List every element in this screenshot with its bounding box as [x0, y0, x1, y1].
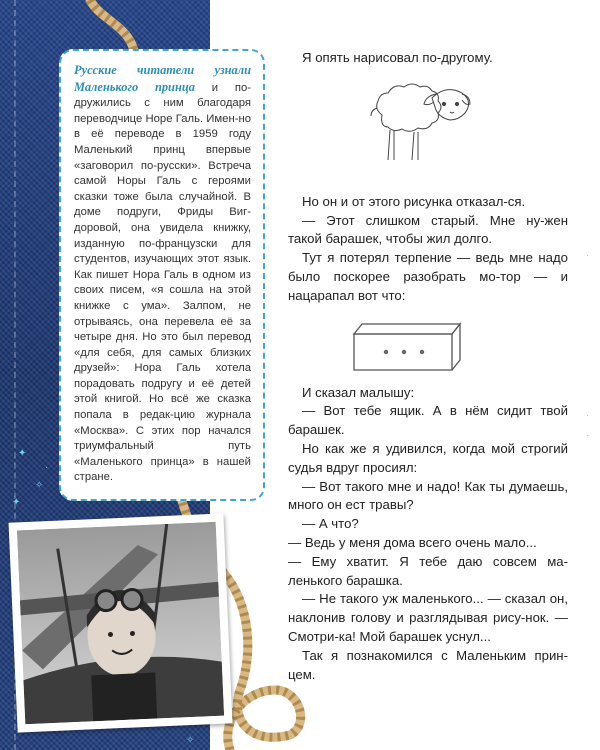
sheep-illustration [362, 80, 477, 170]
paragraph: Но он и от этого рисунка отказал-ся. [302, 193, 526, 209]
star-icon: · [586, 250, 590, 261]
aviator-photo [9, 513, 233, 732]
sidebar-lead: Русские читатели узнали Маленького принца [74, 63, 251, 94]
paragraph: — Ведь у меня дома всего очень мало... [288, 534, 537, 550]
paragraph: — Ему хватит. Я тебе даю совсем ма-ленького барашка. [288, 553, 568, 588]
box-illustration [348, 320, 468, 375]
sidebar-text: и по-дружились с ним благодаря переводчице Норе Галь. Имен-но в её переводе в 1959 году Маленький принц впервые «заговорил по-русски». Встреча самой Норы Галь с героями сказки тоже была случайной. В доме подруги, Фриды Виг-доровой, она увидела книжку, изданную по-французски для студентов, изучающих этот язык. Как пишет Нора Галь в одном из своих писем, «я сошла на этой книжке с ума». Залпом, не отрываясь, она перевела её за четыре дня. Но это был перевод «для себя, для самых близких друзей»: Нора Галь хотела порадовать подругу и её детей этой книгой. Но всё же сказка попала в редак-цию журнала «Москва». С этих пор начался триумфальный путь «Маленького принца» в нашей стране. [74, 81, 252, 484]
star-icon: ✦ [12, 497, 21, 508]
paragraph: Так я познакомился с Маленьким прин-цем. [288, 647, 568, 682]
paragraph: Я опять нарисовал по-другому. [302, 50, 493, 65]
paragraph: — Не такого уж маленького... — сказал он, наклонив голову и разглядывая рису-нок. — Смотри-ка! Мой барашек уснул... [288, 591, 568, 644]
star-icon: · [586, 430, 590, 441]
star-icon: · [45, 462, 49, 473]
star-icon: ✦ [18, 448, 27, 459]
paragraph: Но как же я удивился, когда мой строгий судья вдруг просиял: [288, 440, 568, 475]
paragraph: — Вот тебе ящик. А в нём сидит твой барашек. [288, 403, 568, 438]
paragraph: И сказал малышу: [302, 384, 415, 400]
sidebar-paragraph [74, 63, 251, 486]
paragraph: — Этот слишком старый. Мне ну-жен такой барашек, чтобы жил долго. [288, 212, 568, 247]
star-icon: · [586, 410, 590, 421]
paragraph: — Вот такого мне и надо! Как ты думаешь, много он ест травы? [288, 478, 568, 513]
paragraph: — А что? [302, 516, 359, 532]
sidebar-note [59, 49, 265, 501]
star-icon: ✧ [186, 735, 195, 746]
aviator-photo-image [17, 522, 224, 724]
star-icon: ✧ [35, 480, 44, 491]
paragraph: Тут я потерял терпение — ведь мне надо было поскорее разобрать мо-тор — и нацарапал вот что: [288, 250, 568, 303]
